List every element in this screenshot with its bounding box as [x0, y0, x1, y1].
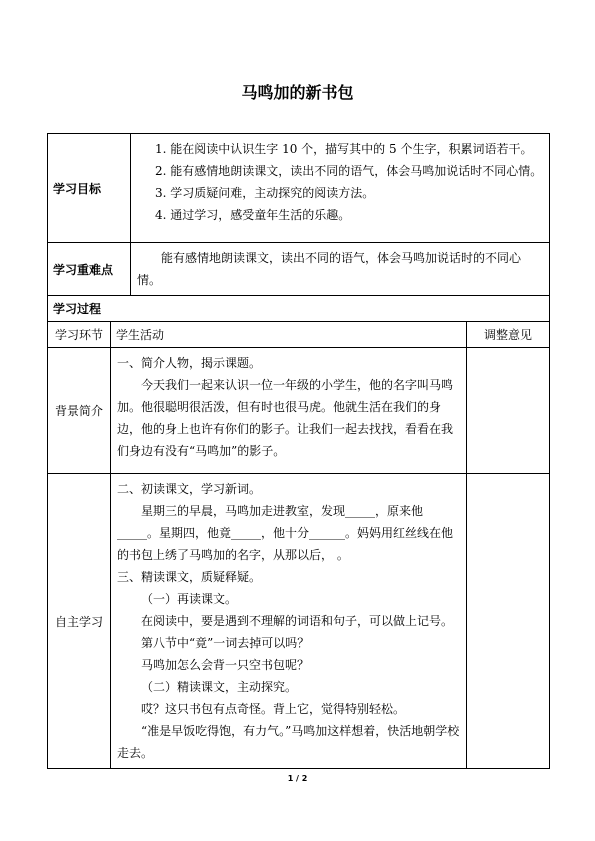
header-row	[48, 322, 550, 348]
goal-item: 4. 通过学习，感受童年生活的乐趣。	[155, 208, 351, 222]
goals-row	[48, 134, 550, 243]
lesson-plan-table	[47, 133, 550, 769]
key-content	[131, 243, 550, 296]
goal-item: 1. 能在阅读中认识生字 10 个，描写其中的 5 个生字，积累词语若干。	[155, 142, 533, 156]
activity-line: 三、精读课文，质疑释疑。	[117, 570, 262, 584]
header-adjust: 调整意见	[467, 322, 550, 348]
goal-item: 2. 能有感情地朗读课文，读出不同的语气，体会马鸣加说话时不同心情。	[155, 164, 543, 178]
activity-line: 马鸣加怎么会背一只空书包呢？	[141, 658, 310, 672]
stage-label: 自主学习	[48, 474, 111, 769]
key-text: 能有感情地朗读课文，读出不同的语气，体会马鸣加说话时的不同心情。	[137, 251, 522, 287]
activity-line: 二、初读课文，学习新词。	[117, 482, 262, 496]
activity-cell	[111, 474, 467, 769]
activity-line: （二）精读课文，主动探究。	[141, 680, 298, 694]
activity-line: （一）再读课文。	[141, 592, 238, 606]
process-label: 学习过程	[48, 296, 550, 322]
activity-line: 今天我们一起来认识一位一年级的小学生，他的名字叫马鸣加。他很聪明很活泼，但有时也很马虎。他就生活在我们的身边，他的身上也许有你们的影子。让我们一起去找找，看看在我们身边有没有“马鸣加”的影子。	[117, 378, 454, 458]
table-row	[48, 348, 550, 474]
activity-line: 一、简介人物，揭示课题。	[117, 356, 262, 370]
goals-content	[131, 134, 550, 243]
activity-line: 哎？这只书包有点奇怪。背上它，觉得特别轻松。	[141, 702, 406, 716]
activity-line: 第八节中“竟”一词去掉可以吗？	[141, 636, 310, 650]
activity-line: 星期三的早晨，马鸣加走进教室，发现_____，原来他_____。星期四，他竟_____，他十分______。妈妈用红丝线在他的书包上绣了马鸣加的名字，从那以后， 。	[117, 504, 454, 562]
key-row	[48, 243, 550, 296]
header-stage: 学习环节	[48, 322, 111, 348]
adjust-cell	[467, 474, 550, 769]
goals-label: 学习目标	[48, 134, 131, 243]
process-row	[48, 296, 550, 322]
stage-label: 背景简介	[48, 348, 111, 474]
page-number: 1 / 2	[287, 774, 308, 783]
activity-cell	[111, 348, 467, 474]
adjust-cell	[467, 348, 550, 474]
activity-line: “准是早饭吃得饱，有力气。”马鸣加这样想着，快活地朝学校走去。	[117, 724, 460, 760]
key-label: 学习重难点	[48, 243, 131, 296]
goal-item: 3. 学习质疑问难，主动探究的阅读方法。	[155, 186, 375, 200]
header-activity: 学生活动	[111, 322, 467, 348]
activity-line: 在阅读中，要是遇到不理解的词语和句子，可以做上记号。	[141, 614, 454, 628]
table-row	[48, 474, 550, 769]
document-title: 马鸣加的新书包	[241, 83, 354, 102]
